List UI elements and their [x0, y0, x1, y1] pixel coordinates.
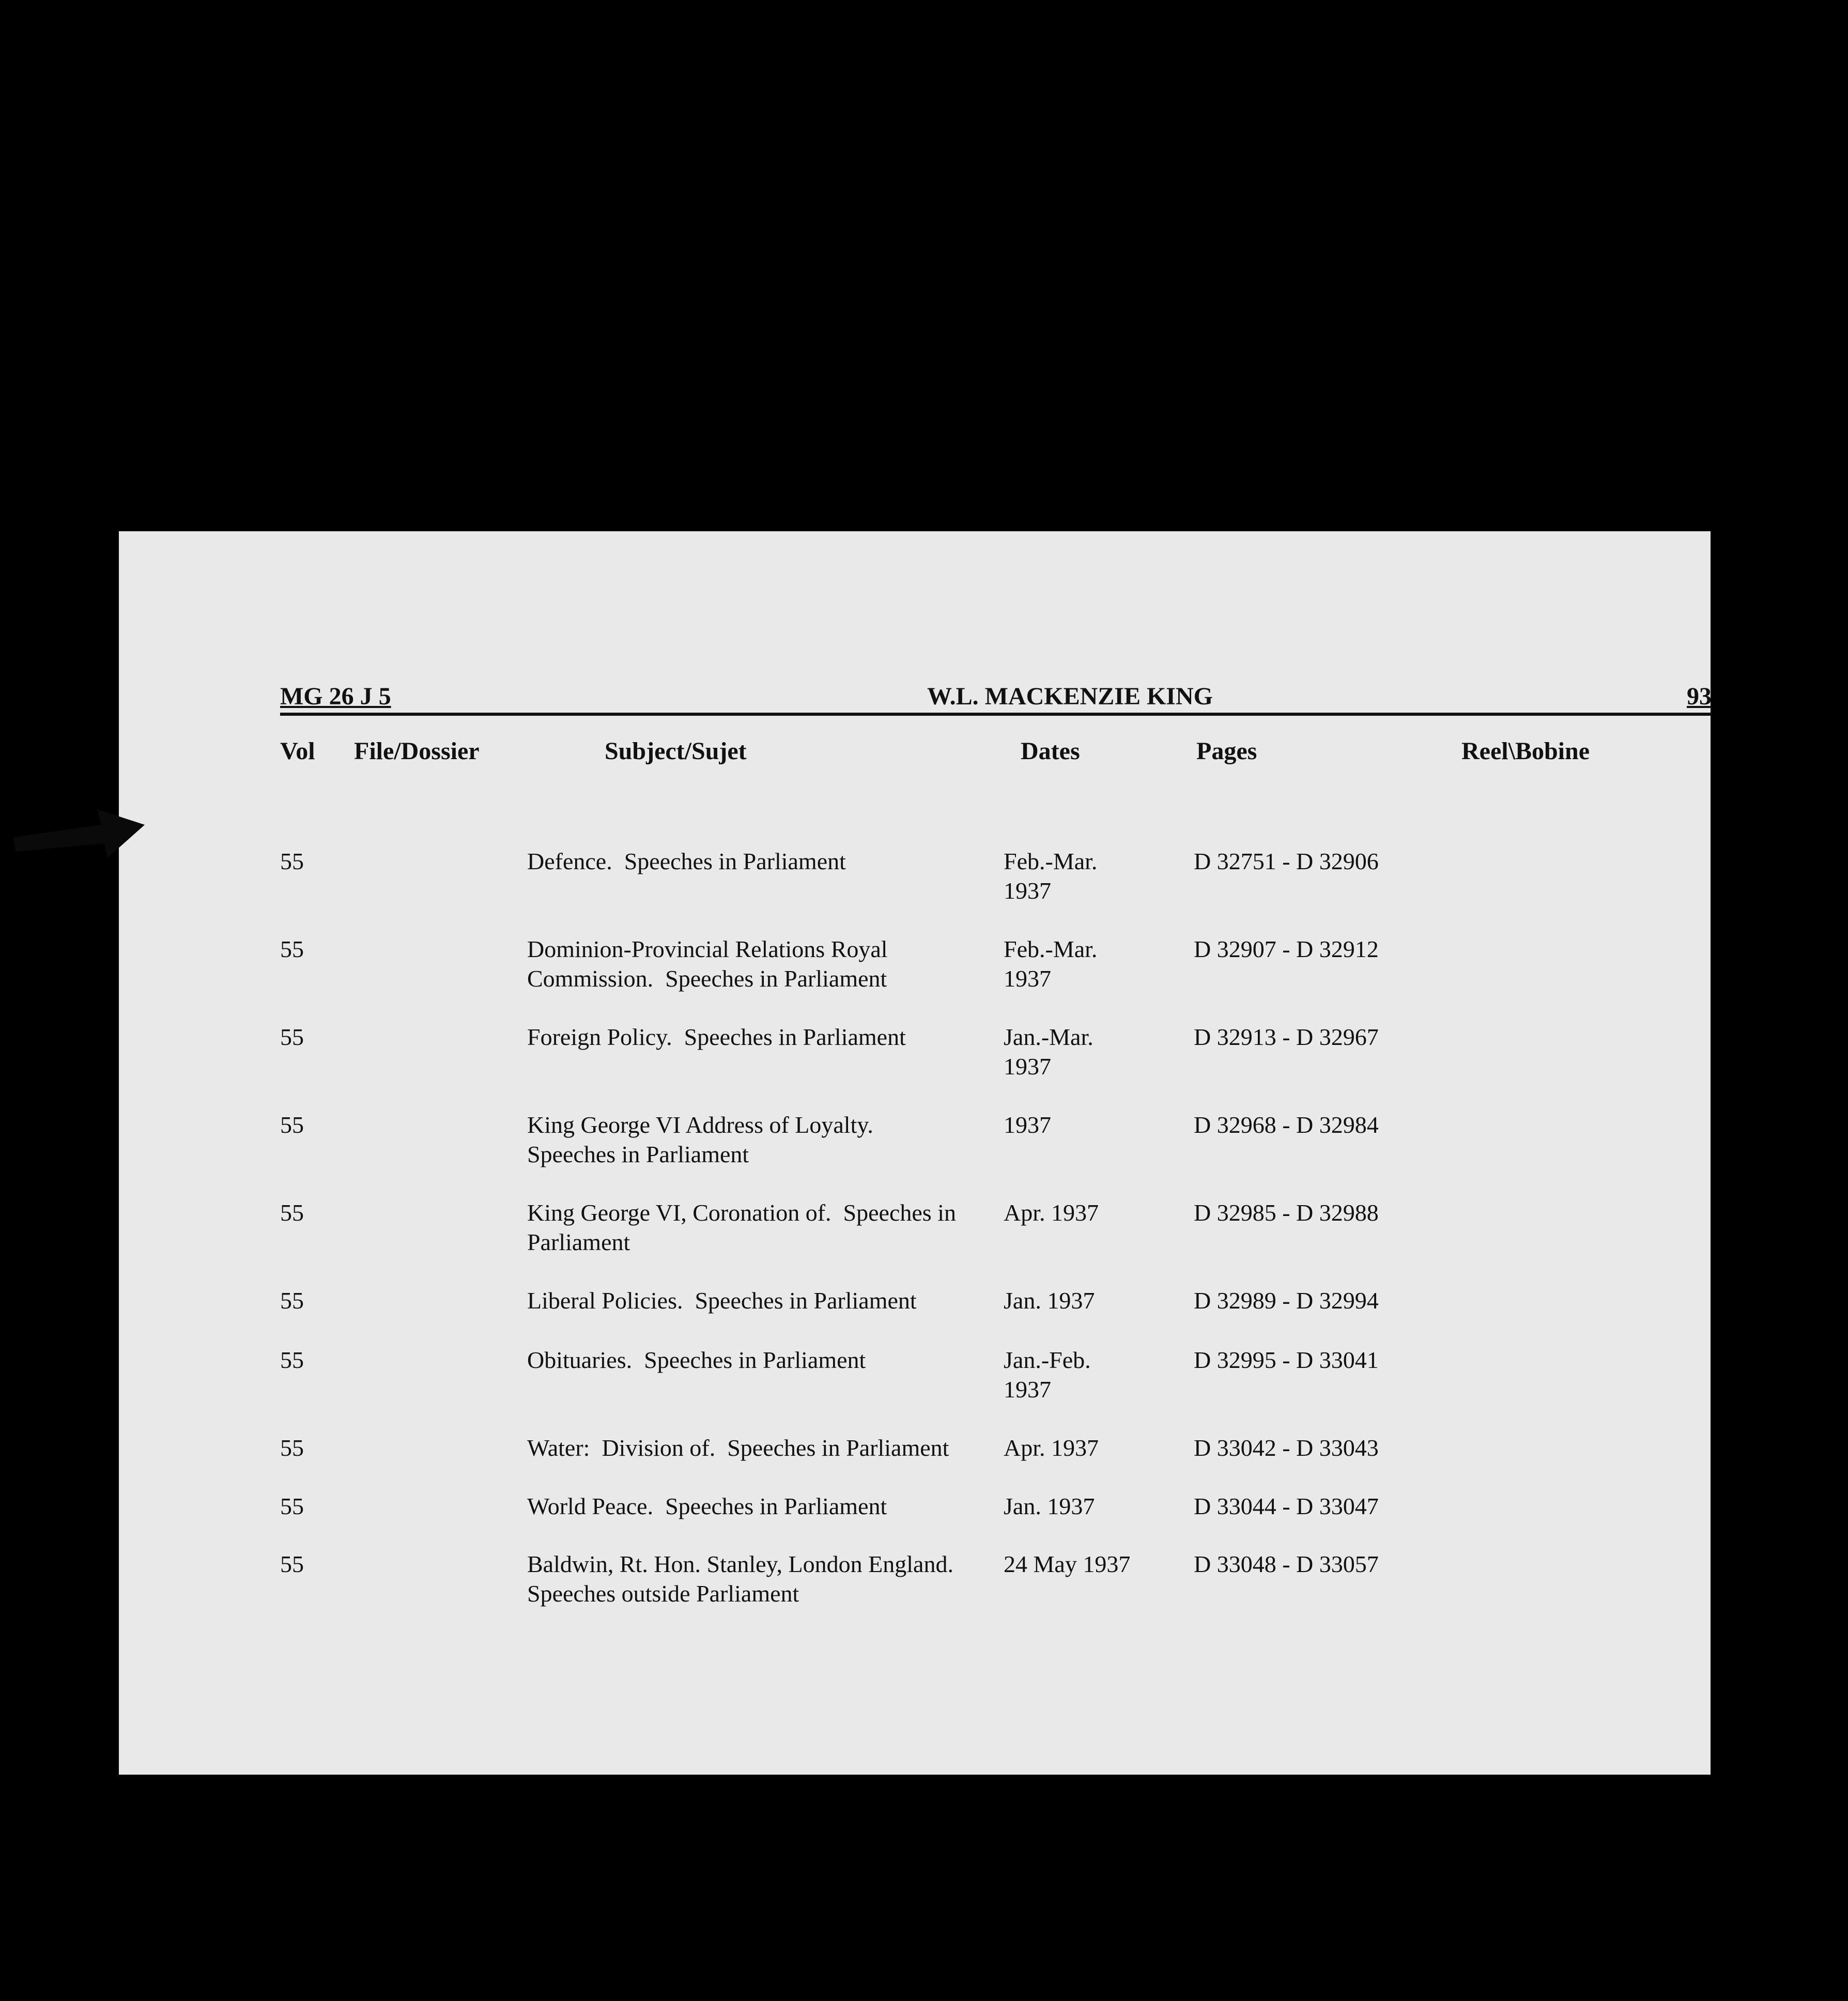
row-dates: 1937 — [1004, 1112, 1051, 1138]
row-subject: Baldwin, Rt. Hon. Stanley, London England. Speeches outside Parliament — [527, 1551, 953, 1607]
document-sheet — [119, 531, 1711, 1775]
row-vol: 55 — [280, 1199, 304, 1226]
page-header — [280, 678, 1712, 716]
row-pages: D 32995 - D 33041 — [1194, 1347, 1379, 1373]
row-subject: Foreign Policy. Speeches in Parliament — [527, 1024, 906, 1050]
row-dates: Jan.-Feb. 1937 — [1004, 1347, 1091, 1403]
row-dates: Apr. 1937 — [1004, 1199, 1099, 1226]
row-subject: Dominion-Provincial Relations Royal Commission. Speeches in Parliament — [527, 936, 888, 992]
row-pages: D 32989 - D 32994 — [1194, 1287, 1379, 1314]
column-header-pages: Pages — [1196, 737, 1257, 765]
row-subject: Obituaries. Speeches in Parliament — [527, 1347, 866, 1373]
row-dates: Jan. 1937 — [1004, 1493, 1095, 1519]
column-header-dates: Dates — [1021, 737, 1080, 765]
row-vol: 55 — [280, 1287, 304, 1314]
column-header-subject: Subject/Sujet — [605, 737, 747, 765]
column-header-reel: Reel\Bobine — [1461, 737, 1590, 765]
row-vol: 55 — [280, 1435, 304, 1461]
row-dates: Feb.-Mar. 1937 — [1004, 936, 1098, 992]
row-dates: Feb.-Mar. 1937 — [1004, 848, 1098, 904]
page-title: W.L. MACKENZIE KING — [927, 683, 1213, 710]
row-dates: Apr. 1937 — [1004, 1435, 1099, 1461]
row-subject: Water: Division of. Speeches in Parliament — [527, 1435, 949, 1461]
row-pages: D 32985 - D 32988 — [1194, 1199, 1379, 1226]
row-subject: King George VI Address of Loyalty. Speeches in Parliament — [527, 1112, 873, 1167]
row-vol: 55 — [280, 1551, 304, 1577]
row-pages: D 33048 - D 33057 — [1194, 1551, 1379, 1577]
row-pages: D 33044 - D 33047 — [1194, 1493, 1379, 1519]
row-vol: 55 — [280, 848, 304, 874]
row-pages: D 32913 - D 32967 — [1194, 1024, 1379, 1050]
row-vol: 55 — [280, 1024, 304, 1050]
row-subject: Defence. Speeches in Parliament — [527, 848, 846, 874]
row-dates: Jan.-Mar. 1937 — [1004, 1024, 1094, 1080]
column-header-vol: Vol — [280, 737, 315, 765]
arrow-right-icon — [9, 800, 154, 862]
row-vol: 55 — [280, 1112, 304, 1138]
row-pages: D 32751 - D 32906 — [1194, 848, 1379, 874]
row-vol: 55 — [280, 936, 304, 962]
row-vol: 55 — [280, 1347, 304, 1373]
row-subject: Liberal Policies. Speeches in Parliament — [527, 1287, 917, 1314]
row-dates: 24 May 1937 — [1004, 1551, 1131, 1577]
row-dates: Jan. 1937 — [1004, 1287, 1095, 1314]
collection-reference: MG 26 J 5 — [280, 683, 391, 710]
row-pages: D 32968 - D 32984 — [1194, 1112, 1379, 1138]
row-pages: D 33042 - D 33043 — [1194, 1435, 1379, 1461]
column-header-file: File/Dossier — [354, 737, 480, 765]
row-pages: D 32907 - D 32912 — [1194, 936, 1379, 962]
row-subject: King George VI, Coronation of. Speeches in Parliament — [527, 1199, 956, 1255]
row-subject: World Peace. Speeches in Parliament — [527, 1493, 887, 1519]
row-vol: 55 — [280, 1493, 304, 1519]
page-number: 93 — [1687, 683, 1712, 710]
